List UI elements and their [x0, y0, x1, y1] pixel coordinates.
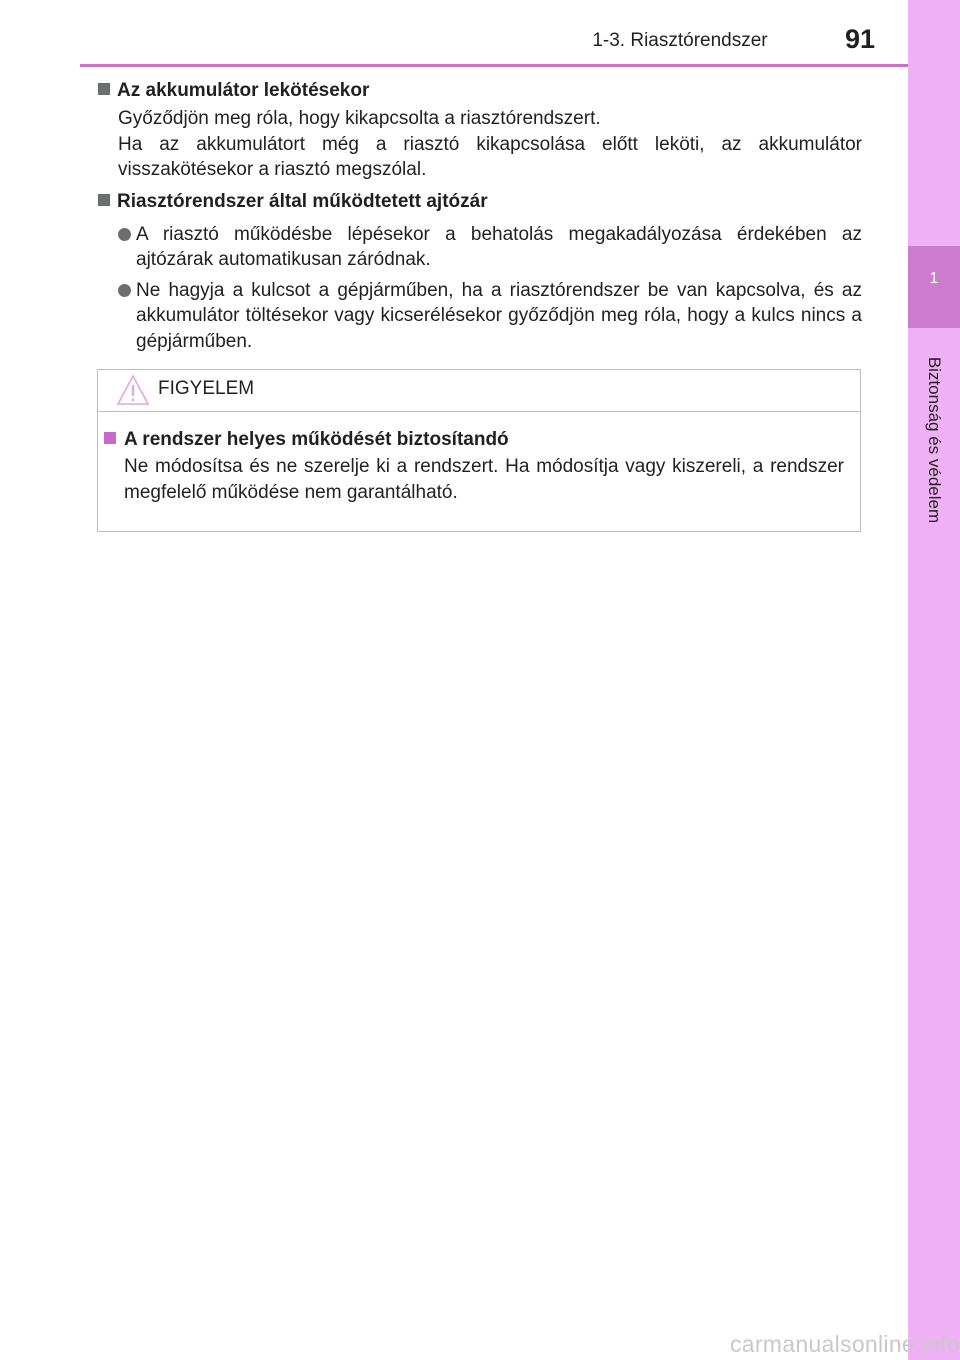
section-heading-text: Az akkumulátor lekötésekor	[117, 80, 370, 101]
section-heading	[98, 76, 862, 106]
chapter-number: 1	[929, 270, 939, 287]
main-content	[98, 76, 862, 358]
page-number: 91	[844, 24, 876, 54]
chapter-title: Biztonság és védelem	[925, 356, 944, 524]
chapter-side-tab	[908, 0, 960, 1360]
list-item-text: A riasztó működésbe lépésekor a behatolás megakadályozása érdekében az ajtózárak automatikusan záródnak.	[136, 223, 862, 270]
footer-watermark: carmanualsonline.info	[729, 1331, 960, 1357]
square-bullet-icon	[104, 432, 116, 444]
warning-triangle-icon	[116, 374, 150, 411]
warning-body	[98, 412, 860, 505]
warning-heading	[104, 426, 844, 454]
square-bullet-icon	[98, 194, 110, 206]
warning-text: Ne módosítsa és ne szerelje ki a rendszert. Ha módosítja vagy kiszereli, a rendszer megfelelő működése nem garantálható.	[124, 456, 844, 503]
warning-box	[97, 369, 861, 532]
section-heading-text: Riasztórendszer által működtetett ajtózár	[117, 190, 488, 212]
round-bullet-icon	[118, 284, 131, 297]
list-item	[118, 222, 862, 273]
round-bullet-icon	[118, 228, 131, 241]
square-bullet-icon	[98, 83, 110, 95]
warning-title: FIGYELEM	[158, 378, 255, 399]
warning-heading-text: A rendszer helyes működését biztosítandó	[124, 429, 509, 450]
section-door-lock	[98, 187, 862, 355]
warning-header	[98, 370, 860, 412]
list-item	[118, 278, 862, 355]
paragraph: Győződjön meg róla, hogy kikapcsolta a riasztórendszert.	[118, 108, 601, 129]
header-divider	[80, 64, 910, 67]
paragraph: Ha az akkumulátort még a riasztó kikapcsolása előtt leköti, az akkumulátor visszakötésekor a riasztó megszólal.	[118, 133, 862, 180]
section-battery-disconnect	[98, 76, 862, 183]
running-header-title: 1-3. Riasztórendszer	[592, 30, 768, 51]
list-item-text: Ne hagyja a kulcsot a gépjárműben, ha a riasztórendszer be van kapcsolva, és az akkumulátor töltésekor vagy kicserélésekor győződjön meg róla, hogy a kulcs nincs a gépjárműben.	[136, 279, 862, 352]
section-heading	[98, 187, 862, 217]
